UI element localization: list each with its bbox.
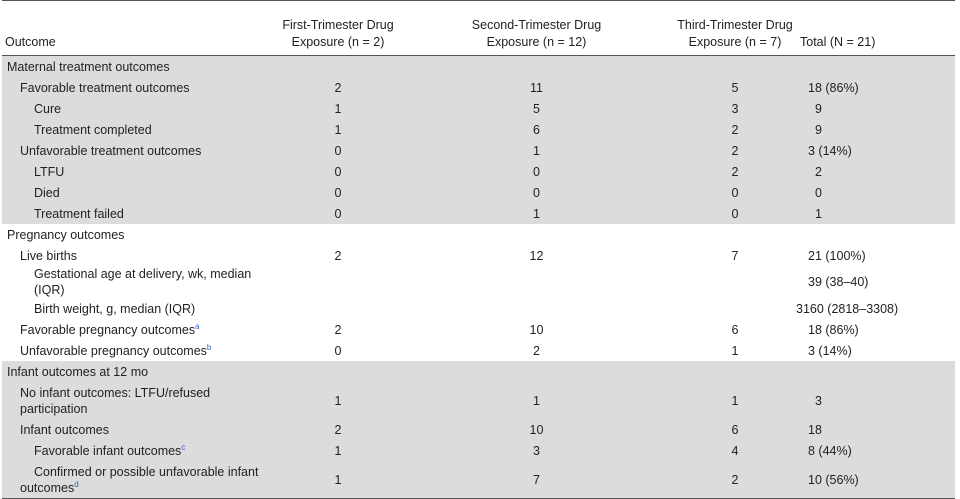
first-trimester-cell: 0 — [334, 343, 342, 358]
row-label: Birth weight, g, median (IQR) — [34, 301, 196, 316]
third-trimester-cell — [674, 298, 796, 319]
row-label: Cure — [2, 98, 277, 119]
second-trimester-cell: 3 — [399, 440, 674, 461]
row-label: Treatment completed — [2, 119, 277, 140]
second-trimester-cell: 0 — [399, 161, 674, 182]
table-row — [2, 182, 955, 203]
third-trimester-cell: 2 — [674, 161, 796, 182]
row-label: Unfavorable treatment outcomes — [2, 140, 277, 161]
third-trimester-cell: 4 — [674, 440, 796, 461]
row-label: LTFU — [2, 161, 277, 182]
first-trimester-cell: 2 — [334, 248, 342, 263]
third-trimester-cell — [674, 224, 796, 245]
second-trimester-cell — [399, 224, 674, 245]
second-trimester-cell: 10 — [529, 322, 544, 337]
third-trimester-cell: 6 — [731, 322, 739, 337]
table-header — [2, 1, 955, 56]
third-trimester-cell: 0 — [674, 203, 796, 224]
table-row — [2, 440, 955, 461]
table-row — [2, 340, 955, 361]
first-trimester-cell: 1 — [277, 119, 399, 140]
row-label: Unfavorable pregnancy outcomes$^b$ — [20, 342, 212, 358]
third-trimester-cell — [674, 56, 796, 78]
table-row — [2, 119, 955, 140]
second-trimester-cell: 0 — [399, 182, 674, 203]
first-trimester-cell: 1 — [277, 461, 399, 499]
first-trimester-cell — [277, 266, 399, 298]
row-label: Favorable infant outcomes$^c$ — [2, 440, 277, 461]
total-cell: 10 (56%) — [796, 461, 955, 499]
table-row — [2, 98, 955, 119]
third-trimester-cell: 2 — [674, 140, 796, 161]
first-trimester-cell: 2 — [277, 419, 399, 440]
first-trimester-cell: 1 — [277, 382, 399, 419]
table-row — [2, 203, 955, 224]
first-trimester-cell: 0 — [277, 161, 399, 182]
third-trimester-cell: 2 — [674, 119, 796, 140]
total-cell: 3160 (2818–3308) — [796, 301, 899, 316]
row-label: Pregnancy outcomes — [7, 227, 125, 242]
total-cell — [796, 224, 955, 245]
second-trimester-cell: 7 — [399, 461, 674, 499]
third-trimester-cell: 0 — [674, 182, 796, 203]
header-first-trimester: First-Trimester Drug Exposure (n = 2) — [277, 1, 399, 56]
first-trimester-cell — [277, 56, 399, 78]
total-cell: 8 (44%) — [796, 440, 955, 461]
total-cell: 3 (14%) — [808, 343, 852, 358]
row-label: Treatment failed — [2, 203, 277, 224]
third-trimester-cell: 1 — [731, 343, 739, 358]
second-trimester-cell: 10 — [399, 419, 674, 440]
pregnancy-drug-exposure-outcomes-table — [2, 0, 955, 499]
second-trimester-cell: 1 — [399, 382, 674, 419]
second-trimester-cell: 2 — [533, 343, 540, 358]
third-trimester-cell: 6 — [674, 419, 796, 440]
first-trimester-cell: 0 — [277, 140, 399, 161]
second-trimester-cell: 5 — [399, 98, 674, 119]
row-label: Gestational age at delivery, wk, median (IQR) — [34, 267, 252, 297]
third-trimester-cell: 5 — [674, 77, 796, 98]
row-label: Maternal treatment outcomes — [2, 56, 277, 78]
footnote-link[interactable]: a — [195, 321, 200, 331]
third-trimester-cell: 2 — [674, 461, 796, 499]
third-trimester-cell: 3 — [674, 98, 796, 119]
total-cell: 18 — [796, 419, 955, 440]
total-cell: 9 — [796, 98, 955, 119]
total-cell: 0 — [796, 182, 955, 203]
total-cell: 3 — [796, 382, 955, 419]
first-trimester-cell: 1 — [277, 98, 399, 119]
table-body — [2, 56, 955, 499]
first-trimester-cell — [277, 298, 399, 319]
section-header-row — [2, 224, 955, 245]
row-label: Favorable pregnancy outcomes$^a$ — [20, 321, 200, 337]
total-cell: 1 — [796, 203, 955, 224]
second-trimester-cell: 6 — [399, 119, 674, 140]
first-trimester-cell: 1 — [277, 440, 399, 461]
table-row — [2, 419, 955, 440]
footnote-link[interactable]: c — [181, 442, 186, 452]
total-cell: 21 (100%) — [808, 248, 866, 263]
second-trimester-cell: 11 — [399, 77, 674, 98]
header-total: Total (N = 21) — [796, 1, 955, 56]
total-cell: 18 (86%) — [796, 77, 955, 98]
row-label: Favorable treatment outcomes — [2, 77, 277, 98]
third-trimester-cell — [674, 361, 796, 382]
section-header-row — [2, 56, 955, 78]
third-trimester-cell — [674, 266, 796, 298]
total-cell — [796, 56, 955, 78]
section-header-row — [2, 361, 955, 382]
row-label: Live births — [20, 248, 77, 263]
header-row — [2, 1, 955, 56]
second-trimester-cell — [399, 298, 674, 319]
first-trimester-cell: 2 — [334, 322, 342, 337]
table-row — [2, 298, 955, 319]
third-trimester-cell: 1 — [674, 382, 796, 419]
first-trimester-cell: 0 — [277, 182, 399, 203]
table-row — [2, 161, 955, 182]
row-label: Confirmed or possible unfavorable infant outcomes$^d$ — [2, 461, 277, 499]
table-row — [2, 245, 955, 266]
row-label: Infant outcomes at 12 mo — [2, 361, 277, 382]
third-trimester-cell: 7 — [731, 248, 739, 263]
total-cell — [796, 361, 955, 382]
table-row — [2, 266, 955, 298]
table-row — [2, 461, 955, 499]
table-row — [2, 319, 955, 340]
second-trimester-cell: 1 — [399, 203, 674, 224]
second-trimester-cell: 12 — [529, 248, 544, 263]
row-label: Infant outcomes — [2, 419, 277, 440]
second-trimester-cell — [399, 56, 674, 78]
footnote-link[interactable]: d — [74, 479, 79, 489]
header-outcome: Outcome — [2, 1, 277, 56]
first-trimester-cell: 2 — [277, 77, 399, 98]
first-trimester-cell — [277, 361, 399, 382]
total-cell: 39 (38–40) — [808, 275, 869, 289]
table-row — [2, 382, 955, 419]
first-trimester-cell: 0 — [277, 203, 399, 224]
table-row — [2, 77, 955, 98]
second-trimester-cell: 1 — [399, 140, 674, 161]
row-label: Died — [2, 182, 277, 203]
total-cell: 9 — [796, 119, 955, 140]
table-row — [2, 140, 955, 161]
footnote-link[interactable]: b — [206, 342, 212, 352]
row-label: No infant outcomes: LTFU/refused participation — [2, 382, 277, 419]
header-third-trimester: Third-Trimester Drug Exposure (n = 7) — [674, 1, 796, 56]
first-trimester-cell — [277, 224, 399, 245]
total-cell: 3 (14%) — [796, 140, 955, 161]
total-cell: 18 (86%) — [808, 322, 859, 337]
total-cell: 2 — [796, 161, 955, 182]
second-trimester-cell — [399, 266, 674, 298]
header-second-trimester: Second-Trimester Drug Exposure (n = 12) — [399, 1, 674, 56]
second-trimester-cell — [399, 361, 674, 382]
